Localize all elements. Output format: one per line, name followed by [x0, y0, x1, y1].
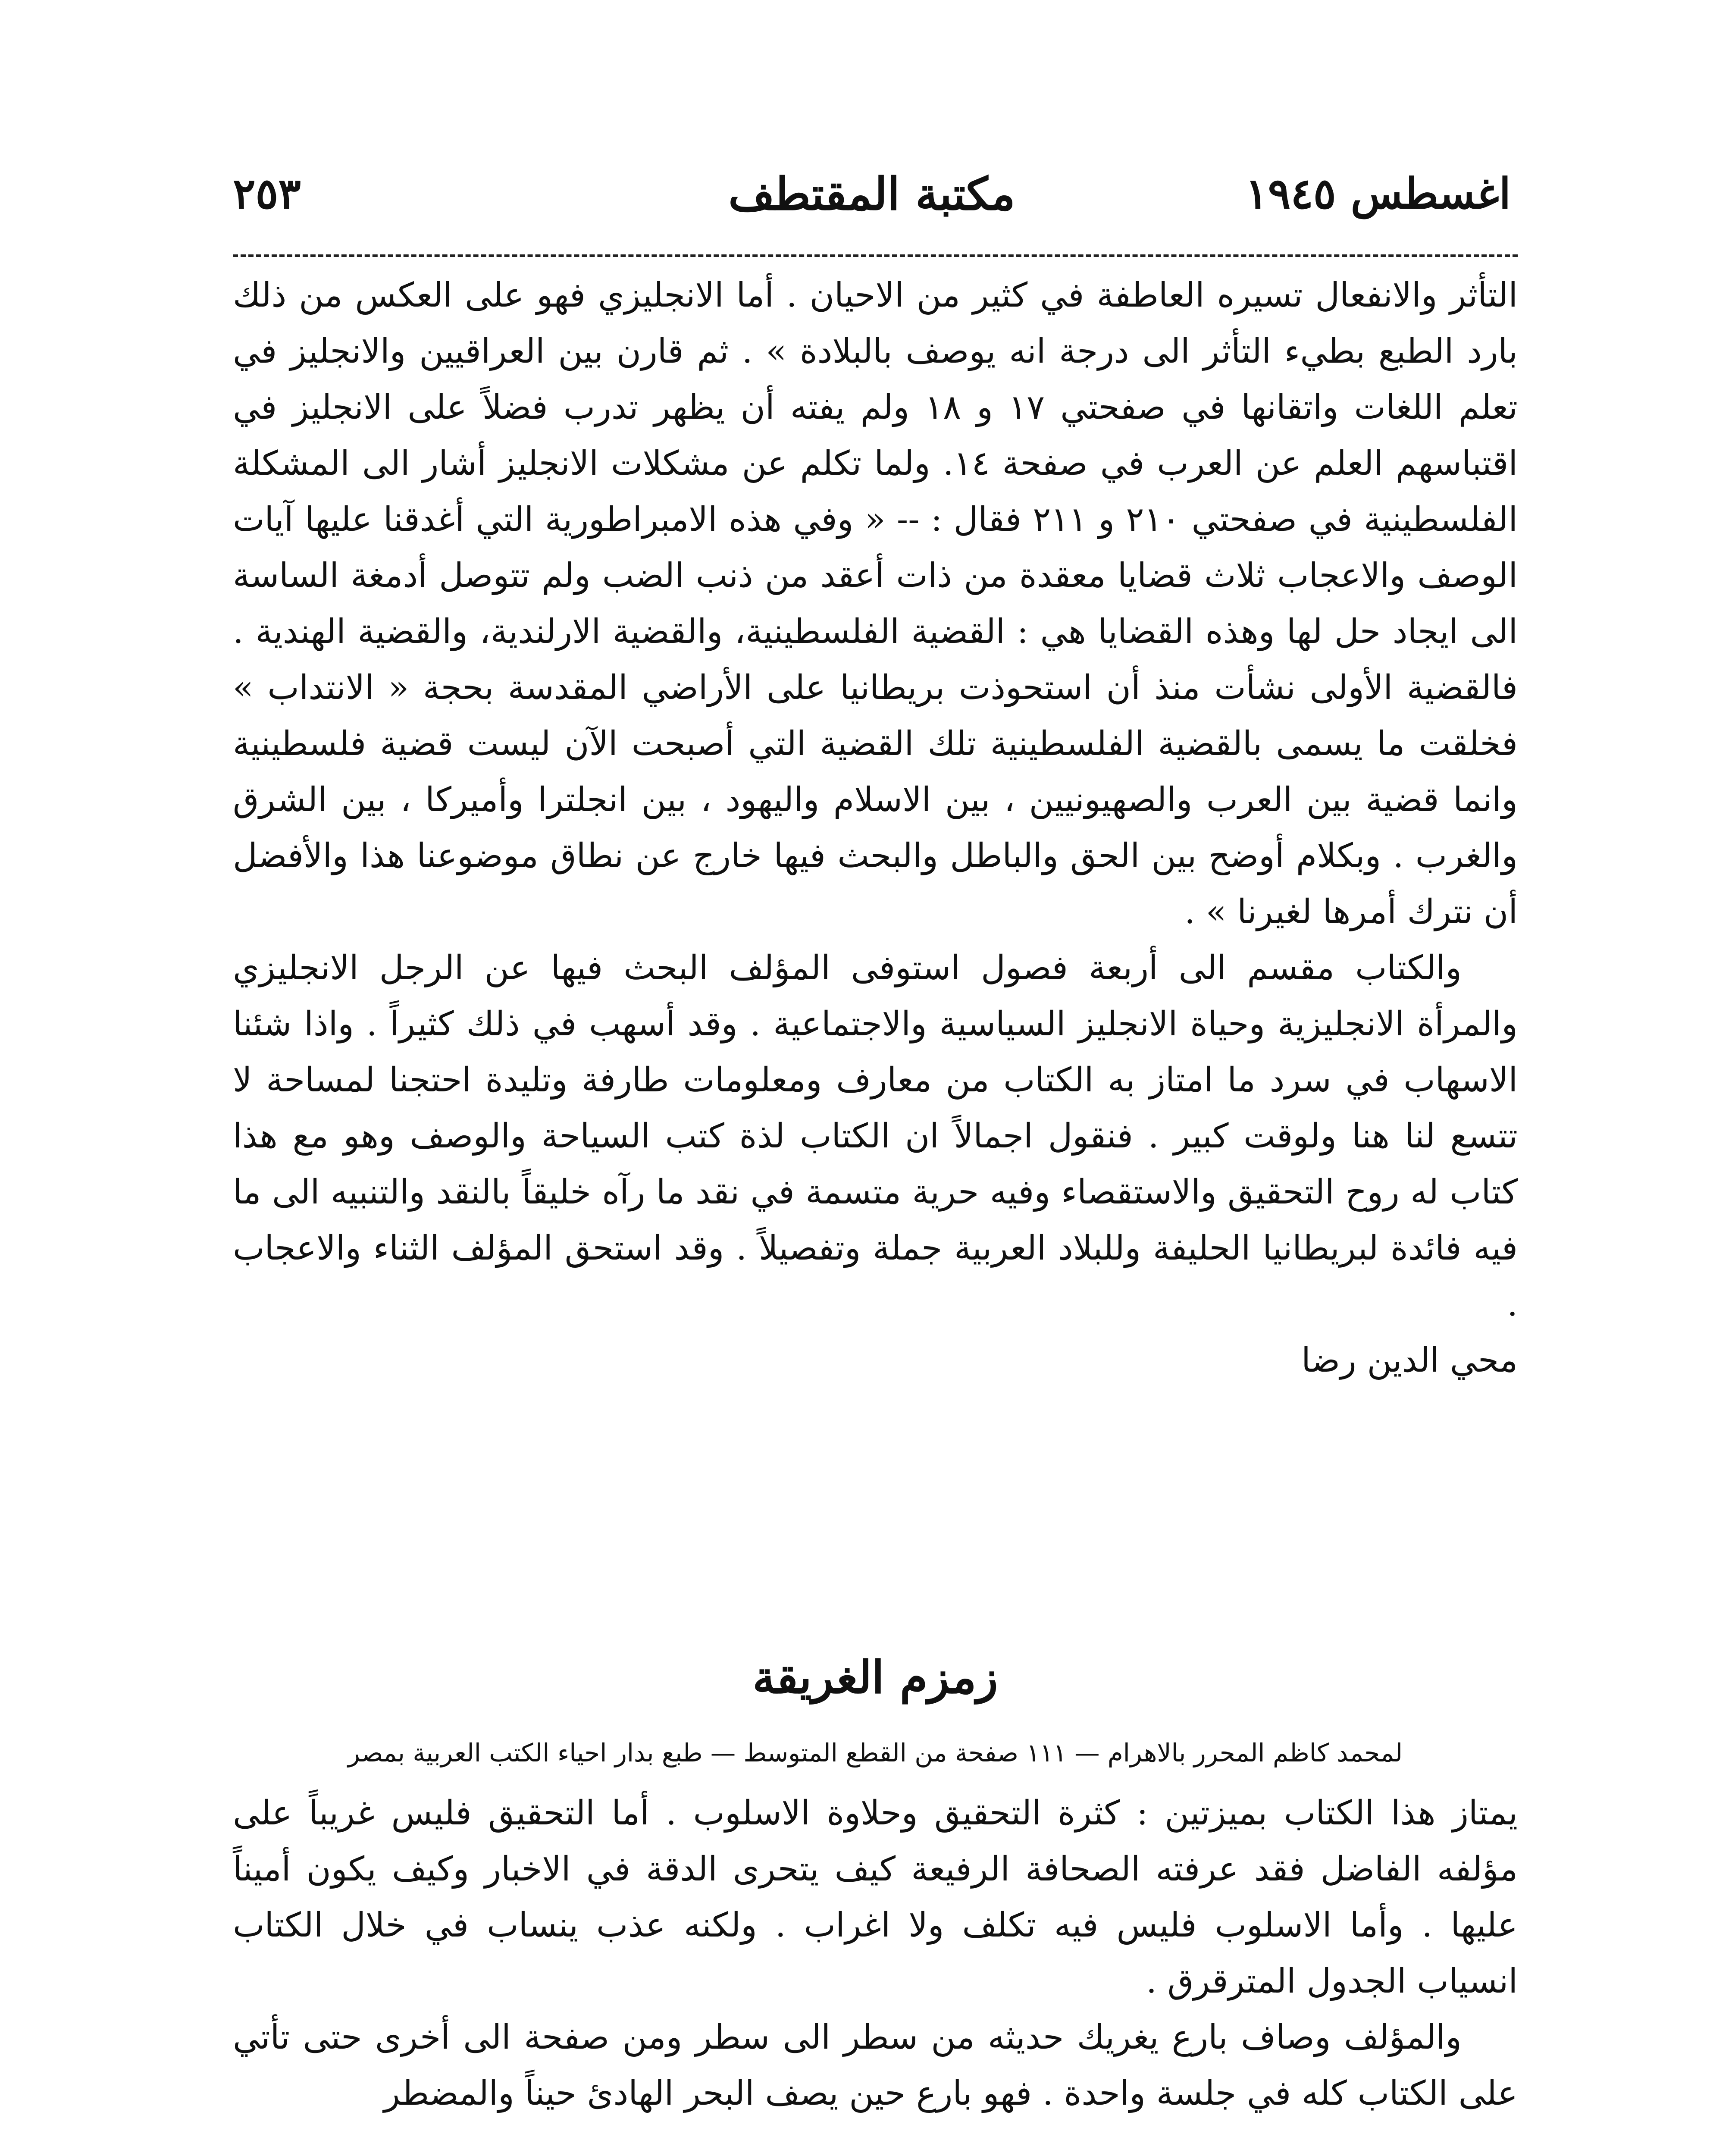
running-header	[233, 160, 1511, 233]
article-body	[233, 267, 1518, 1388]
review-title: زمزم الغريقة	[752, 1651, 998, 1704]
book-citation: لمحمد كاظم المحرر بالاهرام — ١١١ صفحة من القطع المتوسط — طبع بدار احياء الكتب العربية بمصر	[348, 1738, 1403, 1767]
page-number: ٢٥٣	[233, 169, 301, 219]
review-paragraph-2: والمؤلف وصاف بارع يغريك حديثه من سطر الى سطر ومن صفحة الى أخرى حتى تأتي على الكتاب كله في جلسة واحدة . فهو بارع حين يصف البحر الهادئ حيناً والمضطر	[233, 2018, 1518, 2113]
header-divider	[233, 254, 1518, 257]
author-signature: محي الدين رضا	[1301, 1341, 1518, 1380]
article-paragraph-2: والكتاب مقسم الى أربعة فصول استوفى المؤلف البحث فيها عن الرجل الانجليزي والمرأة الانجليزية وحياة الانجليز السياسية والاجتماعية . وقد أسهب في ذلك كثيراً . واذا شئنا الاسهاب في سرد ما امتاز به الكتاب من معارف ومعلومات طارفة وتليدة احتجنا لمساحة لا تتسع لنا هنا ولوقت كبير . فنقول اجمالاً ان الكتاب لذة كتب السياحة والوصف وهو مع هذا كتاب له روح التحقيق والاستقصاء وفيه حرية متسمة في نقد ما رآه خليقاً بالنقد والتنبيه الى ما فيه فائدة لبريطانيا الحليفة وللبلاد العربية جملة وتفصيلاً . وقد استحق المؤلف الثناء والاعجاب .	[233, 949, 1518, 1324]
review-paragraph-1: يمتاز هذا الكتاب بميزتين : كثرة التحقيق وحلاوة الاسلوب . أما التحقيق فليس غريباً على مؤلفه الفاضل فقد عرفته الصحافة الرفيعة كيف يتحرى الدقة في الاخبار وكيف يكون أميناً عليها . وأما الاسلوب فليس فيه تكلف ولا اغراب . ولكنه عذب ينساب في خلال الكتاب انسياب الجدول المترقرق .	[233, 1794, 1518, 2001]
header-title: مكتبة المقتطف	[728, 167, 1015, 220]
article-paragraph-1: التأثر والانفعال تسيره العاطفة في كثير من الاحيان . أما الانجليزي فهو على العكس من ذلك بارد الطبع بطيء التأثر الى درجة انه يوصف بالبلادة » . ثم قارن بين العراقيين والانجليز في تعلم اللغات واتقانها في صفحتي ١٧ و ١٨ ولم يفته أن يظهر تدرب فضلاً على الانجليز في اقتباسهم العلم عن العرب في صفحة ١٤. ولما تكلم عن مشكلات الانجليز أشار الى المشكلة الفلسطينية في صفحتي ٢١٠ و ٢١١ فقال : -- « وفي هذه الامبراطورية التي أغدقنا عليها آيات الوصف والاعجاب ثلاث قضايا معقدة من ذات أعقد من ذنب الضب ولم تتوصل أدمغة الساسة الى ايجاد حل لها وهذه القضايا هي : القضية الفلسطينية، والقضية الارلندية، والقضية الهندية . فالقضية الأولى نشأت منذ أن استحوذت بريطانيا على الأراضي المقدسة بحجة « الانتداب » فخلقت ما يسمى بالقضية الفلسطينية تلك القضية التي أصبحت الآن ليست قضية فلسطينية وانما قضية بين العرب والصهيونيين ، بين الاسلام واليهود ، بين انجلترا وأميركا ، بين الشرق والغرب . وبكلام أوضح بين الحق والباطل والبحث فيها خارج عن نطاق موضوعنا هذا والأفضل أن نترك أمرها لغيرنا » .	[233, 276, 1518, 931]
review-body	[233, 1785, 1518, 2122]
signature-line	[233, 1332, 1518, 1388]
header-date: اغسطس ١٩٤٥	[1245, 169, 1511, 219]
